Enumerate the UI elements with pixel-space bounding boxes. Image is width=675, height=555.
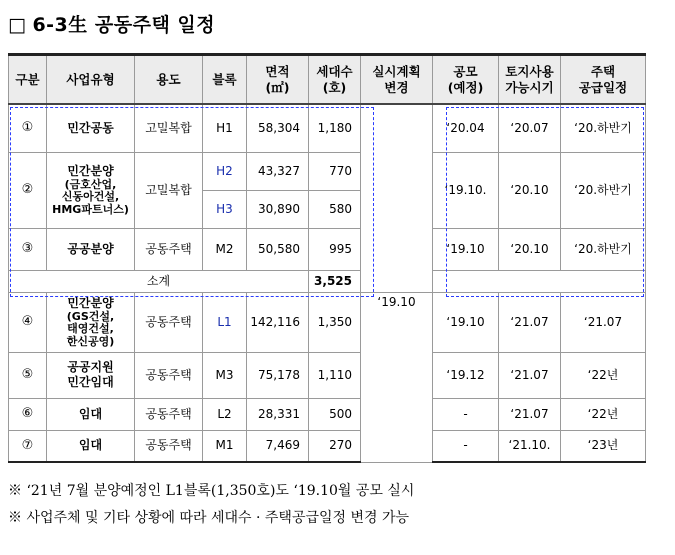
project-type-main: 민간분양 (67, 163, 114, 178)
header-cell: 주택 공급일정 (561, 55, 646, 105)
plan-change-cell: ‘19.10 (361, 292, 433, 462)
header-cell: 세대수 (호) (309, 55, 361, 105)
area-cell: 43,327 (247, 152, 309, 190)
plan-change-cell-upper (361, 104, 433, 292)
header-cell: 용도 (135, 55, 203, 105)
row-number: ③ (9, 228, 47, 270)
use-cell: 공동주택 (135, 352, 203, 398)
notice-cell: ‘19.12 (433, 352, 499, 398)
supply-cell: ‘20.하반기 (561, 152, 646, 228)
supply-cell: ‘21.07 (561, 292, 646, 352)
supply-cell: ‘20.하반기 (561, 228, 646, 270)
units-cell: 770 (309, 152, 361, 190)
units-cell: 1,350 (309, 292, 361, 352)
units-cell: 270 (309, 430, 361, 462)
header-cell: 면적 (㎡) (247, 55, 309, 105)
notice-cell: - (433, 398, 499, 430)
area-cell: 142,116 (247, 292, 309, 352)
supply-cell: ‘20.하반기 (561, 104, 646, 152)
units-cell: 995 (309, 228, 361, 270)
notice-cell: ‘19.10. (433, 152, 499, 228)
land-use-cell: ‘21.10. (499, 430, 561, 462)
block-cell: M2 (203, 228, 247, 270)
land-use-cell: ‘21.07 (499, 398, 561, 430)
subtotal-units: 3,525 (309, 270, 361, 292)
project-type (47, 292, 135, 352)
table-row (9, 352, 646, 398)
table-row (9, 292, 646, 352)
row-number: ⑦ (9, 430, 47, 462)
land-use-cell: ‘20.10 (499, 152, 561, 228)
block-cell: H3 (203, 190, 247, 228)
row-number: ⑥ (9, 398, 47, 430)
use-cell: 공동주택 (135, 398, 203, 430)
row-number: ② (9, 152, 47, 228)
units-cell: 1,180 (309, 104, 361, 152)
project-type (47, 152, 135, 228)
schedule-table (8, 53, 646, 463)
header-cell: 사업유형 (47, 55, 135, 105)
use-cell: 고밀복합 (135, 104, 203, 152)
header-row (9, 55, 646, 105)
title-box-symbol: □ (8, 14, 27, 36)
land-use-cell: ‘21.07 (499, 292, 561, 352)
subtotal-row (9, 270, 646, 292)
row-number: ① (9, 104, 47, 152)
land-use-cell: ‘20.10 (499, 228, 561, 270)
footnote-2: ※ 사업주체 및 기타 상황에 따라 세대수 · 주택공급일정 변경 가능 (8, 510, 410, 526)
table-row (9, 228, 646, 270)
project-type: 민간공동 (47, 104, 135, 152)
block-cell: L1 (203, 292, 247, 352)
use-cell: 공동주택 (135, 228, 203, 270)
block-cell: H2 (203, 152, 247, 190)
row-number: ④ (9, 292, 47, 352)
supply-cell: ‘23년 (561, 430, 646, 462)
block-cell: M3 (203, 352, 247, 398)
use-cell: 공동주택 (135, 430, 203, 462)
row-number: ⑤ (9, 352, 47, 398)
notice-cell: - (433, 430, 499, 462)
header-cell: 공모 (예정) (433, 55, 499, 105)
table-row (9, 398, 646, 430)
notice-cell: ‘20.04 (433, 104, 499, 152)
project-type-sub: (금호산업, 신동아건설, HMG파트너스) (52, 177, 129, 216)
area-cell: 58,304 (247, 104, 309, 152)
header-cell: 구분 (9, 55, 47, 105)
project-type-main: 민간분양 (67, 295, 114, 310)
subtotal-blank (433, 270, 646, 292)
block-cell: M1 (203, 430, 247, 462)
supply-cell: ‘22년 (561, 398, 646, 430)
table-row (9, 152, 646, 190)
table-row (9, 430, 646, 462)
project-type: 공공분양 (47, 228, 135, 270)
land-use-cell: ‘20.07 (499, 104, 561, 152)
units-cell: 500 (309, 398, 361, 430)
project-type: 임대 (47, 430, 135, 462)
page-title (8, 10, 215, 37)
project-type: 공공지원 민간임대 (47, 352, 135, 398)
area-cell: 75,178 (247, 352, 309, 398)
project-type-sub: (GS건설, 태영건설, 한신공영) (66, 309, 115, 348)
title-text: 6-3生 공동주택 일정 (32, 14, 216, 36)
block-cell: L2 (203, 398, 247, 430)
area-cell: 28,331 (247, 398, 309, 430)
use-cell: 고밀복합 (135, 152, 203, 228)
supply-cell: ‘22년 (561, 352, 646, 398)
block-cell: H1 (203, 104, 247, 152)
header-cell: 블록 (203, 55, 247, 105)
project-type: 임대 (47, 398, 135, 430)
notice-cell: ‘19.10 (433, 292, 499, 352)
use-cell: 공동주택 (135, 292, 203, 352)
footnote-1: ※ ‘21년 7월 분양예정인 L1블록(1,350호)도 ‘19.10월 공모 실시 (8, 483, 415, 499)
area-cell: 30,890 (247, 190, 309, 228)
table-row (9, 104, 646, 152)
area-cell: 7,469 (247, 430, 309, 462)
header-cell: 실시계획 변경 (361, 55, 433, 105)
header-cell: 토지사용 가능시기 (499, 55, 561, 105)
notice-cell: ‘19.10 (433, 228, 499, 270)
area-cell: 50,580 (247, 228, 309, 270)
subtotal-label: 소계 (9, 270, 309, 292)
units-cell: 580 (309, 190, 361, 228)
units-cell: 1,110 (309, 352, 361, 398)
land-use-cell: ‘21.07 (499, 352, 561, 398)
